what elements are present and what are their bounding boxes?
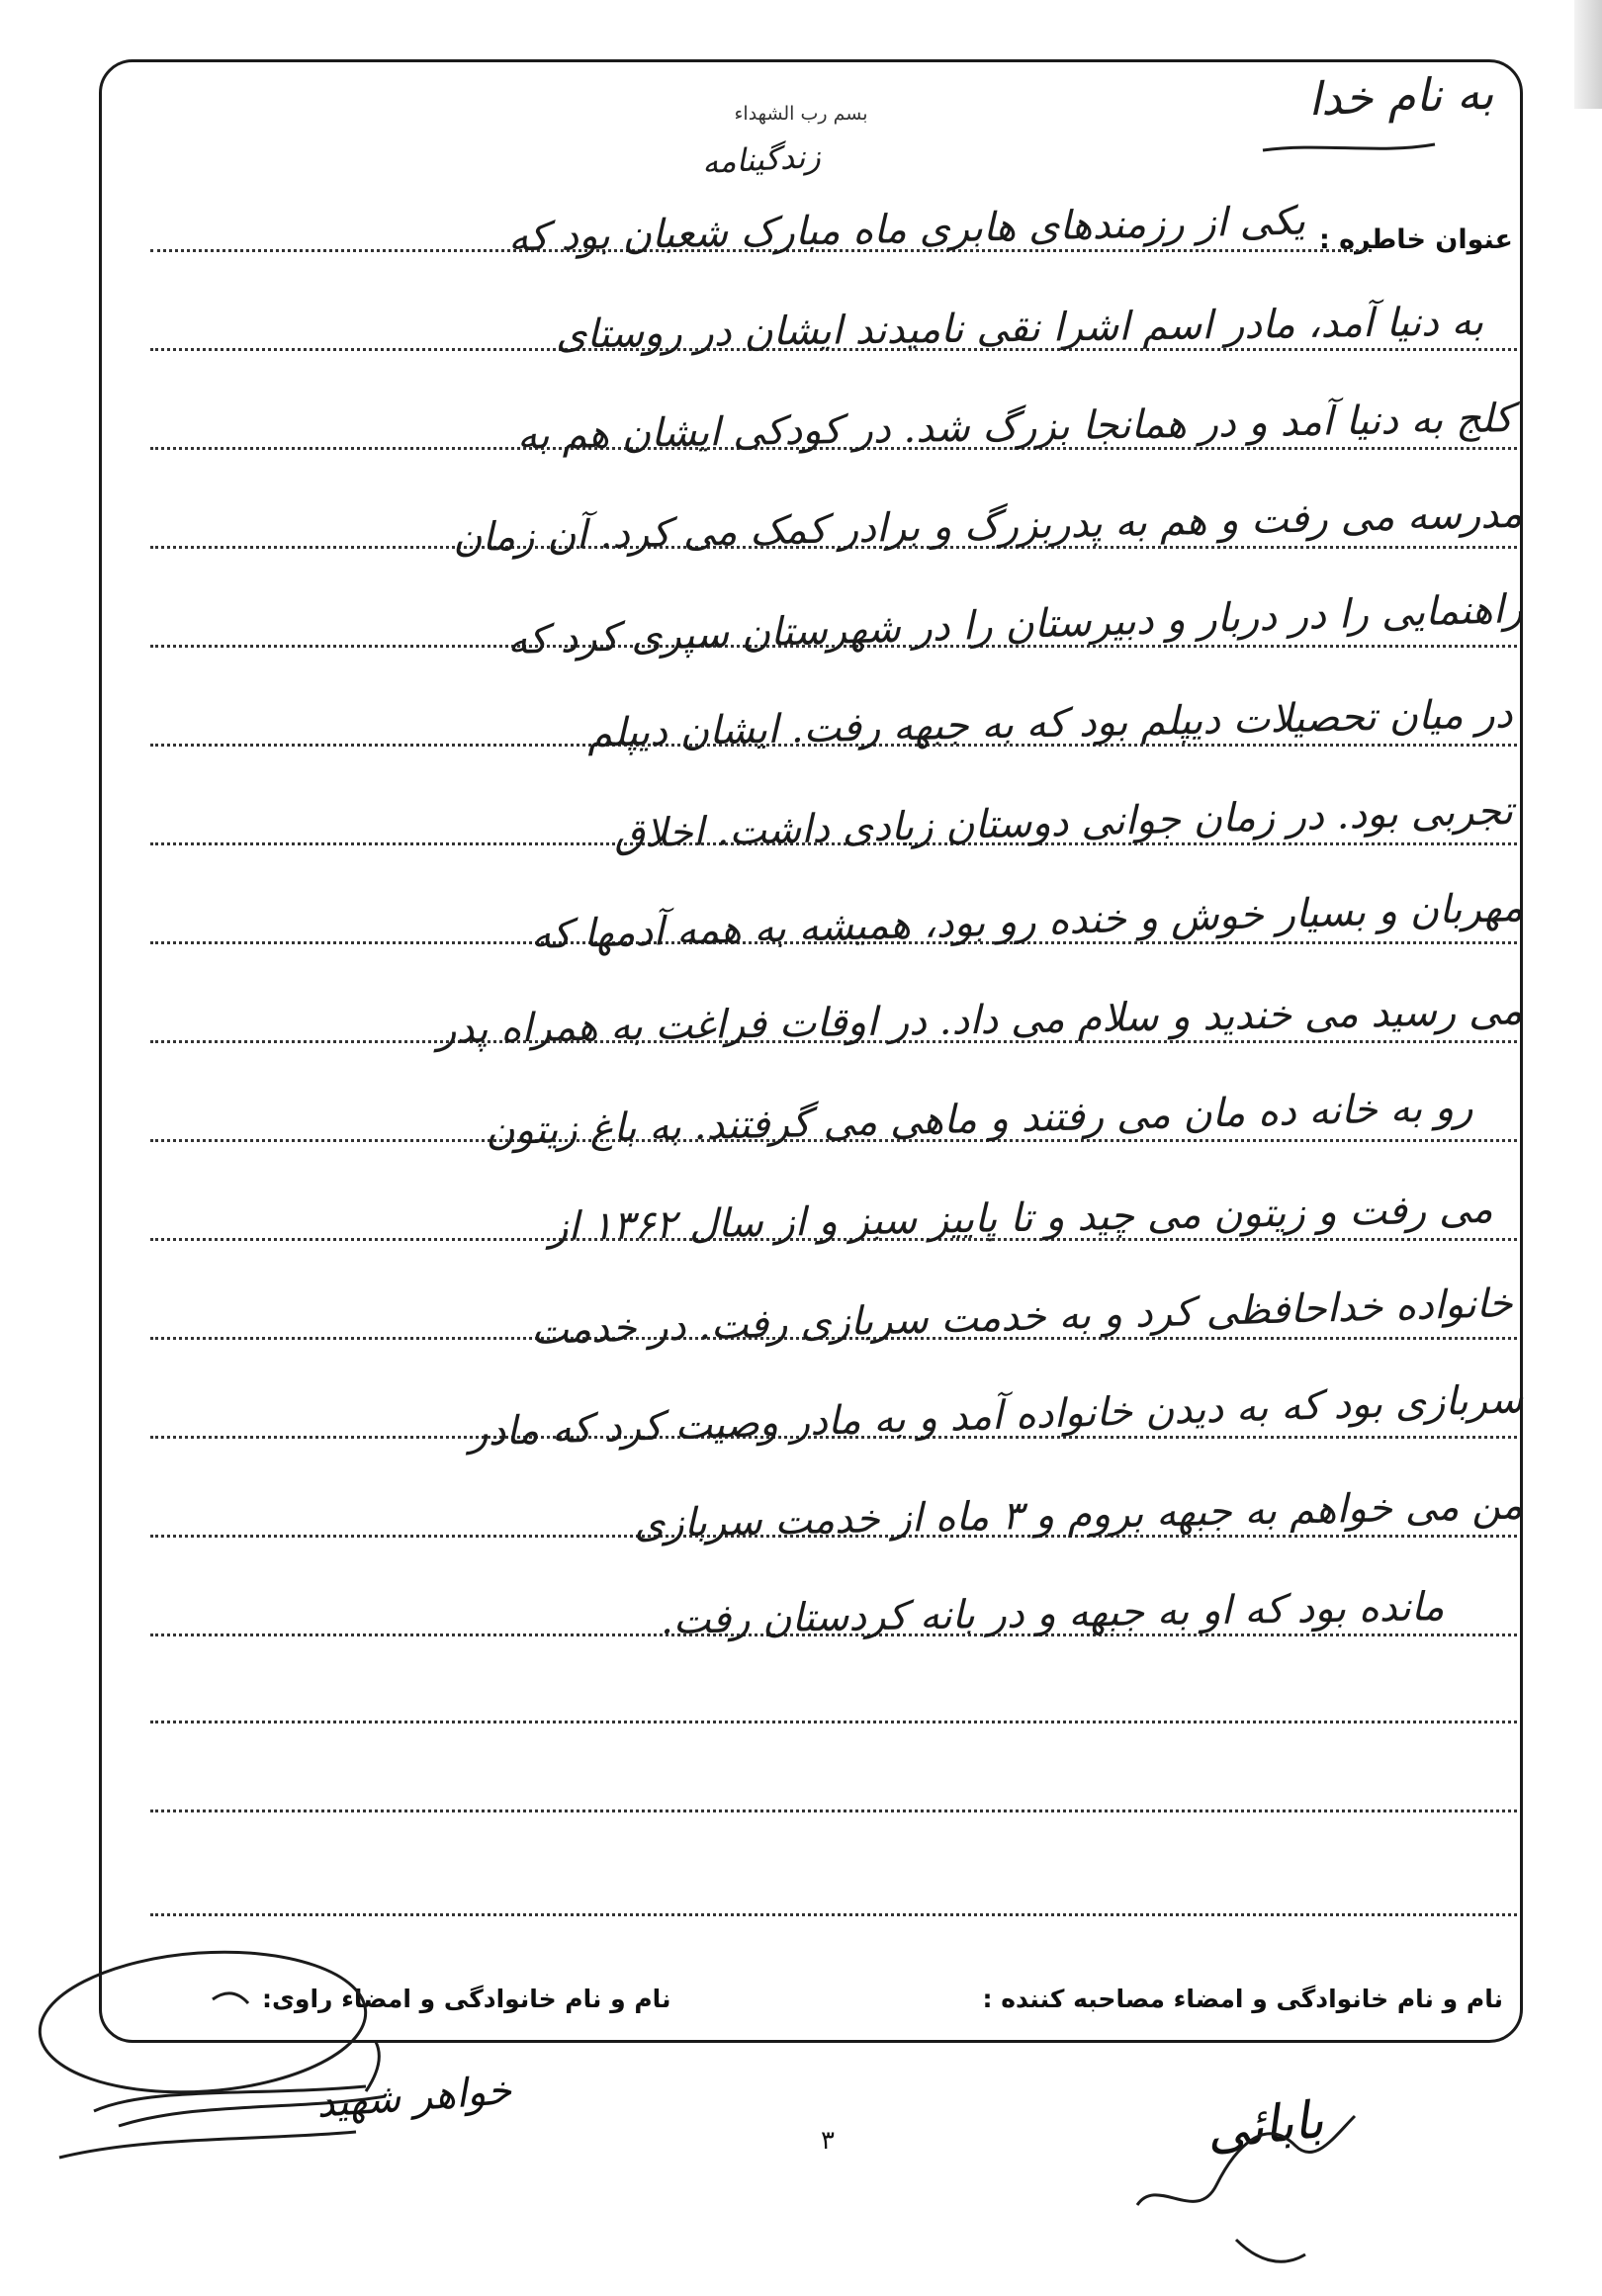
handwritten-line: مهربان و بسیار خوش و خنده رو بود، همیشه به همه آدمها که [530, 884, 1524, 959]
handwritten-line: من می خواهم به جبهه بروم و ۳ ماه از خدمت سربازی [633, 1482, 1524, 1547]
scan-edge [1574, 0, 1602, 109]
interviewer-signature-mark [1117, 2057, 1414, 2284]
page-frame [99, 59, 1523, 2043]
handwritten-line: در میان تحصیلات دیپلم بود که به جبهه رفت. ایشان دیپلم [587, 691, 1514, 756]
handwritten-line: می رسید می خندید و سلام می داد. در اوقات فراغت به همراه پدر [436, 988, 1524, 1053]
handwritten-line: یکی از رزمندهای هابری ماه مبارک شعبان بود که [507, 198, 1306, 261]
narrator-label: نام و نام خانوادگی و امضاء راوی: [262, 1985, 671, 2013]
ruled-line [150, 1810, 1517, 1812]
handwritten-line: به دنیا آمد، مادر اسم اشرا نقی نامیدند ایشان در روستای [555, 299, 1484, 358]
interviewer-signature-text: بابائی [1203, 2089, 1327, 2163]
handwritten-line: راهنمایی را در دربار و دبیرستان را در شهرستان سپری کرد که [506, 585, 1524, 664]
ruled-line [150, 1913, 1517, 1916]
handwritten-line: رو به خانه ده مان می رفتند و ماهی می گرفتند. به باغ زیتون [485, 1084, 1474, 1155]
handwritten-line: می رفت و زیتون می چید و تا پاییز سبز و از سال ۱۳۶۲ از [548, 1186, 1494, 1251]
bismillah-heading: بسم رب الشهداء [734, 103, 868, 125]
handwritten-line: تجربی بود. در زمان جوانی دوستان زیادی داشت. اخلاق [613, 788, 1514, 857]
handwritten-subtitle: زندگینامه [701, 136, 822, 182]
ruled-line [150, 1721, 1517, 1723]
handwritten-line: خانواده خداحافظی کرد و به خدمت سربازی رفت. در خدمت [530, 1280, 1514, 1354]
page-number: ۳ [821, 2126, 835, 2156]
handwritten-line: سربازی بود که به دیدن خانواده آمد و به مادر وصیت کرد که مادر [468, 1376, 1524, 1456]
narrator-signature-text: خواهر شهید [314, 2068, 513, 2127]
handwritten-line: کلج به دنیا آمد و در همانجا بزرگ شد. در کودکی ایشان هم به [516, 396, 1514, 459]
handwritten-title: به نام خدا [1306, 65, 1494, 127]
handwritten-line: مانده بود که او به جبهه و در بانه کردستان رفت. [660, 1584, 1445, 1643]
memory-title-label: عنوان خاطره : [1318, 224, 1513, 255]
title-underline [1261, 138, 1439, 158]
handwritten-line: مدرسه می رفت و هم به پدربزرگ و برادر کمک می کرد. آن زمان [452, 490, 1524, 562]
interviewer-label: نام و نام خانوادگی و امضاء مصاحبه کننده : [982, 1985, 1503, 2013]
